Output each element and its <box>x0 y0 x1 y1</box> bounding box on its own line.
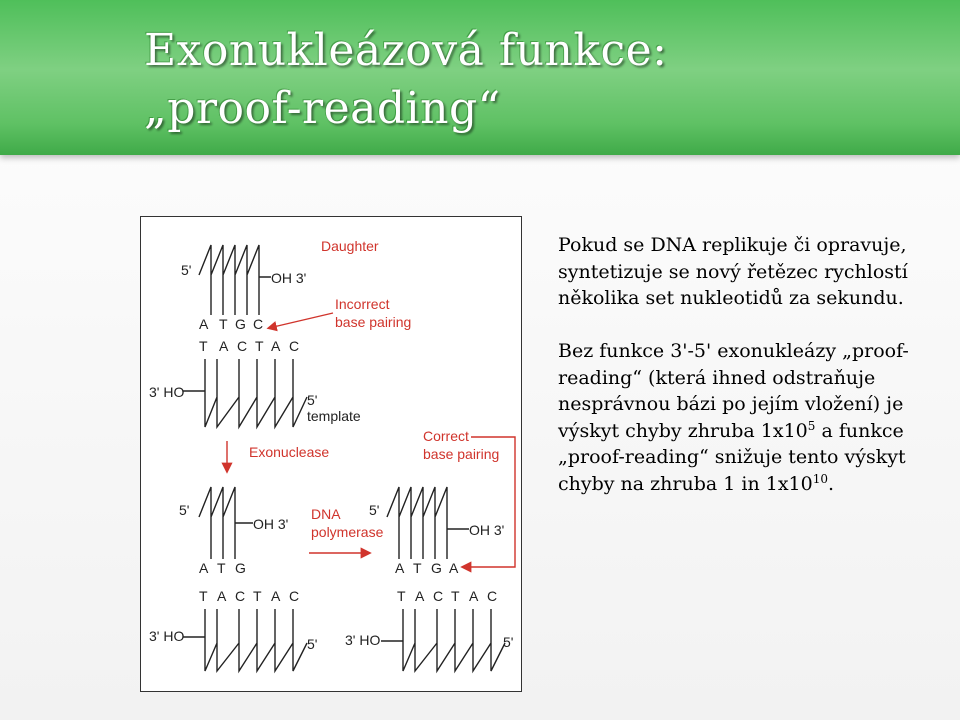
base: T <box>253 588 262 604</box>
left-template-bases <box>199 588 299 604</box>
left-daughter-strand <box>199 487 253 559</box>
right-5prime-label: 5' <box>369 502 380 518</box>
exponent-5: 5 <box>807 418 816 433</box>
slide-title <box>144 22 924 138</box>
base: C <box>289 338 300 354</box>
paragraph-2-part-b: a funkce „proof-reading“ snižuje tento výskyt chyby na zhruba 1 in 1x10 <box>558 419 906 495</box>
base: T <box>413 560 422 576</box>
incorrect-label-1: Incorrect <box>335 296 390 312</box>
body-text <box>558 232 948 497</box>
right-oh3-label: OH 3' <box>469 522 505 538</box>
base: C <box>253 316 264 332</box>
base: T <box>255 338 264 354</box>
base: A <box>217 588 227 604</box>
base: C <box>289 588 300 604</box>
base: G <box>431 560 442 576</box>
top-template-strand <box>183 359 307 427</box>
base: C <box>235 588 246 604</box>
base: C <box>237 338 248 354</box>
base: T <box>217 560 226 576</box>
incorrect-label-2: base pairing <box>335 314 412 330</box>
paragraph-2 <box>558 338 948 497</box>
base: A <box>469 588 479 604</box>
base: A <box>219 338 229 354</box>
title-line-2: „proof-reading“ <box>144 83 501 134</box>
title-line-1: Exonukleázová funkce: <box>144 25 668 76</box>
correct-label-1: Correct <box>423 428 469 444</box>
template-label: template <box>307 408 361 424</box>
base: A <box>415 588 425 604</box>
left-5prime-label: 5' <box>179 502 190 518</box>
right-daughter-strand <box>387 487 469 559</box>
right-template-bases <box>397 588 497 604</box>
top-3ho-label: 3' HO <box>149 384 185 400</box>
right-template-5prime: 5' <box>503 634 514 650</box>
dna-poly-label-2: polymerase <box>311 524 384 540</box>
right-template-strand <box>381 609 505 671</box>
correct-label-2: base pairing <box>423 446 500 462</box>
base: A <box>395 560 405 576</box>
base: A <box>271 588 281 604</box>
exponent-10: 10 <box>812 471 828 486</box>
diagram-svg <box>141 217 521 691</box>
base: T <box>397 588 406 604</box>
right-daughter-bases <box>395 560 459 576</box>
dna-poly-label-1: DNA <box>311 506 341 522</box>
base: A <box>271 338 281 354</box>
base: T <box>199 588 208 604</box>
left-daughter-bases <box>199 560 246 576</box>
daughter-label: Daughter <box>321 238 379 254</box>
base: G <box>235 560 246 576</box>
base: C <box>487 588 498 604</box>
top-oh3-label: OH 3' <box>271 270 307 286</box>
base: T <box>219 316 228 332</box>
left-oh3-label: OH 3' <box>253 516 289 532</box>
paragraph-2-part-a: Bez funkce 3'-5' exonukleázy „proof-reading“ (která ihned odstraňuje nesprávnou bázi po jejím vložení) je výskyt chyby zhruba 1x10 <box>558 340 909 442</box>
base: G <box>235 316 246 332</box>
base: A <box>449 560 459 576</box>
incorrect-arrow <box>269 313 333 328</box>
base: T <box>199 338 208 354</box>
exonuclease-label: Exonuclease <box>249 444 330 460</box>
top-daughter-strand <box>199 245 271 315</box>
paragraph-1: Pokud se DNA replikuje či opravuje, syntetizuje se nový řetězec rychlostí několika set nukleotidů za sekundu. <box>558 234 908 309</box>
right-3ho-label: 3' HO <box>345 632 381 648</box>
top-daughter-bases <box>199 316 263 332</box>
base: A <box>199 560 209 576</box>
base: C <box>433 588 444 604</box>
base: T <box>451 588 460 604</box>
top-template-bases <box>199 338 299 354</box>
top-5prime-label: 5' <box>181 262 192 278</box>
left-template-5prime: 5' <box>307 636 318 652</box>
base: A <box>199 316 209 332</box>
left-template-strand <box>183 609 307 671</box>
left-3ho-label: 3' HO <box>149 628 185 644</box>
proofreading-diagram <box>140 216 522 692</box>
paragraph-2-part-c: . <box>828 472 835 495</box>
top-template-5prime: 5' <box>307 392 318 408</box>
